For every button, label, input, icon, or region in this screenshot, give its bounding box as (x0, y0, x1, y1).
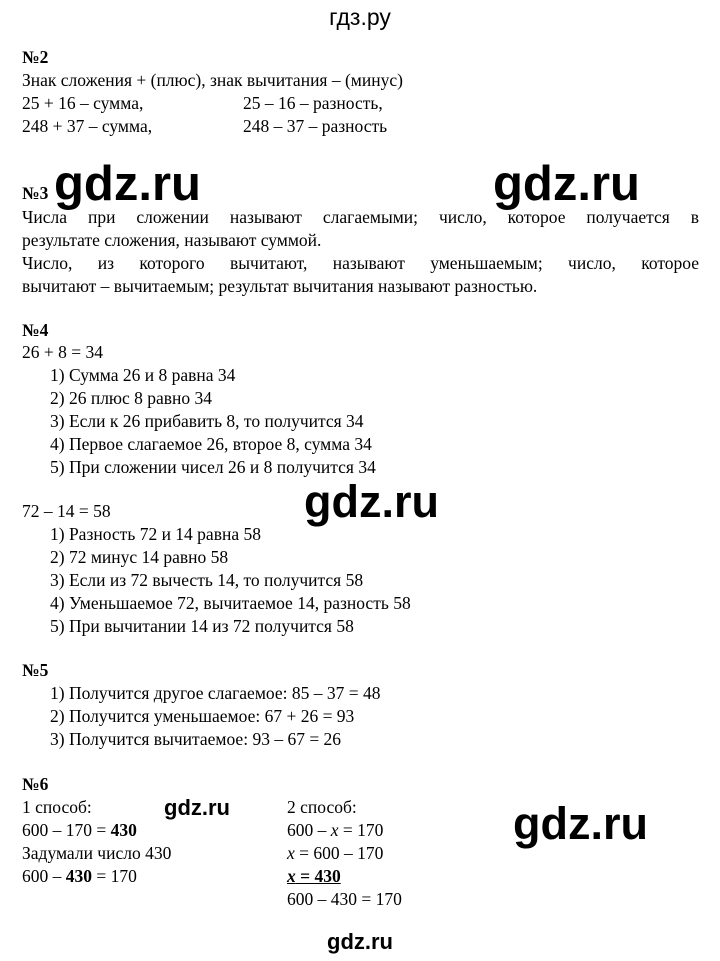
s5-list-item: 1) Получится другое слагаемое: 85 – 37 = 48 (50, 683, 381, 703)
way2-line3: x = 430 (287, 866, 341, 886)
s4-list1-item: 4) Первое слагаемое 26, второе 8, сумма 34 (50, 434, 372, 454)
s4-list2-item: 2) 72 минус 14 равно 58 (50, 547, 229, 567)
s4-list2-item: 4) Уменьшаемое 72, вычитаемое 14, разность 58 (50, 593, 411, 613)
heading-6: №6 (22, 774, 49, 794)
site-header: гдз.ру (329, 4, 391, 30)
s5-list-item: 2) Получится уменьшаемое: 67 + 26 = 93 (50, 706, 355, 726)
s2-row2-left: 248 + 37 – сумма, (22, 116, 153, 136)
way1-line3: 600 – 430 = 170 (22, 866, 137, 886)
s2-row1-left: 25 + 16 – сумма, (22, 93, 144, 113)
heading-3: №3 (22, 183, 49, 203)
way2-title: 2 способ: (287, 797, 357, 817)
s4-list2-item: 5) При вычитании 14 из 72 получится 58 (50, 616, 354, 636)
s2-row2-right: 248 – 37 – разность (243, 116, 388, 136)
s4-eq1: 26 + 8 = 34 (22, 342, 103, 362)
watermark-1: gdz.ru (54, 157, 201, 211)
s3-line2: результате сложения, называют суммой. (22, 230, 322, 250)
watermark-5: gdz.ru (513, 798, 648, 849)
s5-list-item: 3) Получится вычитаемое: 93 – 67 = 26 (50, 729, 342, 749)
s4-list1-item: 5) При сложении чисел 26 и 8 получится 34 (50, 457, 376, 477)
s4-list1-item: 1) Сумма 26 и 8 равна 34 (50, 365, 236, 385)
footer-watermark: gdz.ru (327, 929, 393, 954)
watermark-3: gdz.ru (304, 476, 439, 527)
way1-line2: Задумали число 430 (22, 843, 172, 863)
s4-list2-item: 3) Если из 72 вычесть 14, то получится 58 (50, 570, 364, 590)
heading-4: №4 (22, 320, 49, 340)
way2-line2: x = 600 – 170 (287, 843, 384, 863)
watermark-4: gdz.ru (164, 795, 230, 820)
s2-line1: Знак сложения + (плюс), знак вычитания – (минус) (22, 70, 403, 90)
way2-line1: 600 – x = 170 (287, 820, 384, 840)
heading-2: №2 (22, 47, 49, 67)
way1-title: 1 способ: (22, 797, 92, 817)
way2-line4: 600 – 430 = 170 (287, 889, 402, 909)
s4-list2-item: 1) Разность 72 и 14 равна 58 (50, 524, 261, 544)
s4-eq2: 72 – 14 = 58 (22, 501, 111, 521)
s2-row1-right: 25 – 16 – разность, (243, 93, 383, 113)
way1-line1: 600 – 170 = 430 (22, 820, 137, 840)
s3-line4: вычитают – вычитаемым; результат вычитания называют разностью. (22, 276, 538, 296)
s4-list1-item: 2) 26 плюс 8 равно 34 (50, 388, 213, 408)
s4-list1-item: 3) Если к 26 прибавить 8, то получится 34 (50, 411, 364, 431)
watermark-2: gdz.ru (493, 157, 640, 211)
s3-line3: Число, из которого вычитают, называют уменьшаемым; число, которое (22, 253, 699, 273)
heading-5: №5 (22, 660, 49, 680)
s3-line1: Числа при сложении называют слагаемыми; число, которое получается в (22, 207, 699, 227)
